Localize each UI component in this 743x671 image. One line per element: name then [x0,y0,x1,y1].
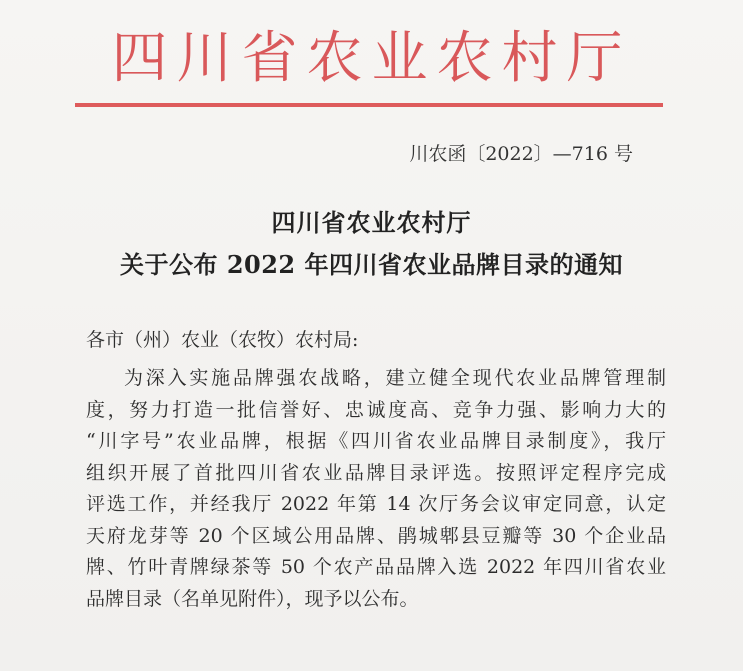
salutation: 各市（州）农业（农牧）农村局: [86,329,359,351]
issuing-organization-header: 四川省农业农村厅 [111,26,632,91]
body-line-8: 品牌目录（名单见附件），现予以公布。 [86,587,419,610]
body-line-2: 度，努力打造一批信誉好、忠诚度高、竞争力强、影响力大的 [86,398,666,421]
body-line-6: 天府龙芽等 20 个区域公用品牌、鹃城郫县豆瓣等 30 个企业品 [86,524,666,547]
body-line-4: 组织开展了首批四川省农业品牌目录评选。按照评定程序完成 [86,461,666,484]
red-header-rule [75,103,663,107]
body-line-5: 评选工作，并经我厅 2022 年第 14 次厅务会议审定同意，认定 [86,493,666,515]
title-line-2: 关于公布 2022 年四川省农业品牌目录的通知 [119,250,623,279]
body-line-7: 牌、竹叶青牌绿茶等 50 个农产品品牌入选 2022 年四川省农业 [86,556,666,578]
body-line-3: “川字号”农业品牌，根据《四川省农业品牌目录制度》，我厅 [86,430,666,452]
title-line-1: 四川省农业农村厅 [271,208,472,237]
document-number: 川农函〔2022〕—716 号 [409,143,633,165]
body-line-1: 为深入实施品牌强农战略，建立健全现代农业品牌管理制 [124,367,666,389]
body-paragraph [86,363,666,615]
